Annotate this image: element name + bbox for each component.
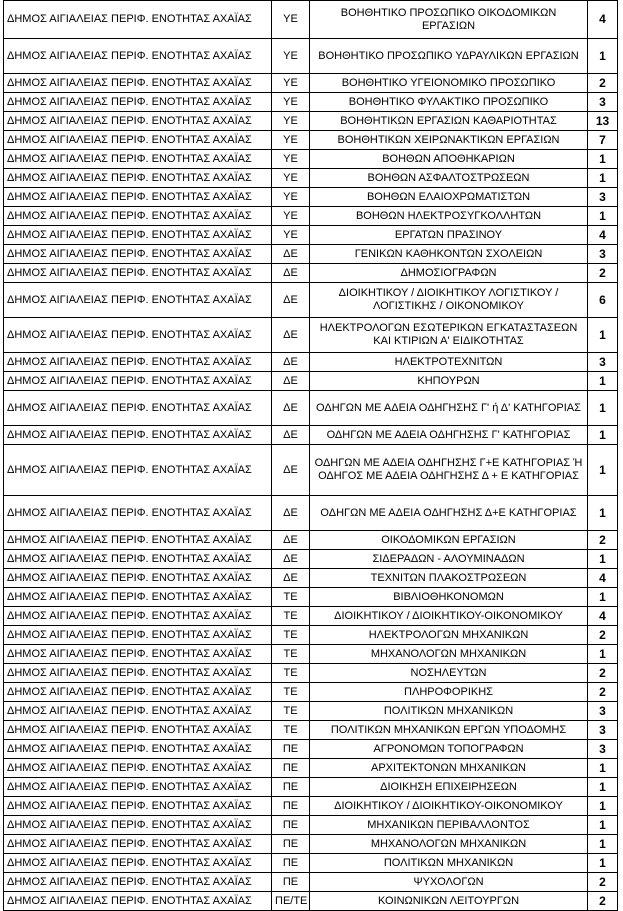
specialty-cell: ΒΟΗΘΗΤΙΚΟ ΠΡΟΣΩΠΙΚΟ ΟΙΚΟΔΟΜΙΚΩΝ ΕΡΓΑΣΙΩΝ xyxy=(310,1,588,39)
count-cell: 4 xyxy=(588,1,618,39)
table-row xyxy=(4,683,618,702)
specialty-cell: ΗΛΕΚΤΡΟΛΟΓΩΝ ΕΣΩΤΕΡΙΚΩΝ ΕΓΚΑΤΑΣΤΑΣΕΩΝ ΚΑΙ ΚΤΙΡΙΩΝ Α' ΕΙΔΙΚΟΤΗΤΑΣ xyxy=(310,318,588,353)
count-cell: 1 xyxy=(588,207,618,226)
category-cell: ΤΕ xyxy=(272,721,310,740)
category-cell: ΔΕ xyxy=(272,391,310,426)
table-row xyxy=(4,112,618,131)
org-cell: ΔΗΜΟΣ ΑΙΓΙΑΛΕΙΑΣ ΠΕΡΙΦ. ΕΝΟΤΗΤΑΣ ΑΧΑΪΑΣ xyxy=(4,854,272,873)
count-cell: 2 xyxy=(588,873,618,892)
specialty-cell: ΒΙΒΛΙΟΘΗΚΟΝΟΜΩΝ xyxy=(310,588,588,607)
org-cell: ΔΗΜΟΣ ΑΙΓΙΑΛΕΙΑΣ ΠΕΡΙΦ. ΕΝΟΤΗΤΑΣ ΑΧΑΪΑΣ xyxy=(4,740,272,759)
category-cell: ΔΕ xyxy=(272,445,310,496)
specialty-cell: ΜΗΧΑΝΙΚΩΝ ΠΕΡΙΒΑΛΛΟΝΤΟΣ xyxy=(310,816,588,835)
count-cell: 1 xyxy=(588,550,618,569)
count-cell: 1 xyxy=(588,169,618,188)
table-row xyxy=(4,778,618,797)
count-cell: 2 xyxy=(588,664,618,683)
org-cell: ΔΗΜΟΣ ΑΙΓΙΑΛΕΙΑΣ ΠΕΡΙΦ. ΕΝΟΤΗΤΑΣ ΑΧΑΪΑΣ xyxy=(4,372,272,391)
table-row xyxy=(4,531,618,550)
category-cell: ΔΕ xyxy=(272,353,310,372)
count-cell: 2 xyxy=(588,892,618,911)
specialty-cell: ΨΥΧΟΛΟΓΩΝ xyxy=(310,873,588,892)
specialty-cell: ΒΟΗΘΩΝ ΑΠΟΘΗΚΑΡΙΩΝ xyxy=(310,150,588,169)
count-cell: 2 xyxy=(588,531,618,550)
table-row xyxy=(4,759,618,778)
category-cell: ΔΕ xyxy=(272,550,310,569)
org-cell: ΔΗΜΟΣ ΑΙΓΙΑΛΕΙΑΣ ΠΕΡΙΦ. ΕΝΟΤΗΤΑΣ ΑΧΑΪΑΣ xyxy=(4,391,272,426)
table-row xyxy=(4,150,618,169)
category-cell: ΥΕ xyxy=(272,74,310,93)
count-cell: 1 xyxy=(588,854,618,873)
specialty-cell: ΠΟΛΙΤΙΚΩΝ ΜΗΧΑΝΙΚΩΝ xyxy=(310,854,588,873)
table-row xyxy=(4,1,618,39)
category-cell: ΤΕ xyxy=(272,702,310,721)
org-cell: ΔΗΜΟΣ ΑΙΓΙΑΛΕΙΑΣ ΠΕΡΙΦ. ΕΝΟΤΗΤΑΣ ΑΧΑΪΑΣ xyxy=(4,264,272,283)
count-cell: 1 xyxy=(588,588,618,607)
table-row xyxy=(4,892,618,911)
table-row xyxy=(4,188,618,207)
category-cell: ΠΕ xyxy=(272,816,310,835)
org-cell: ΔΗΜΟΣ ΑΙΓΙΑΛΕΙΑΣ ΠΕΡΙΦ. ΕΝΟΤΗΤΑΣ ΑΧΑΪΑΣ xyxy=(4,426,272,445)
table-row xyxy=(4,702,618,721)
org-cell: ΔΗΜΟΣ ΑΙΓΙΑΛΕΙΑΣ ΠΕΡΙΦ. ΕΝΟΤΗΤΑΣ ΑΧΑΪΑΣ xyxy=(4,816,272,835)
org-cell: ΔΗΜΟΣ ΑΙΓΙΑΛΕΙΑΣ ΠΕΡΙΦ. ΕΝΟΤΗΤΑΣ ΑΧΑΪΑΣ xyxy=(4,207,272,226)
specialty-cell: ΒΟΗΘΗΤΙΚΩΝ ΕΡΓΑΣΙΩΝ ΚΑΘΑΡΙΟΤΗΤΑΣ xyxy=(310,112,588,131)
specialty-cell: ΒΟΗΘΗΤΙΚΟ ΠΡΟΣΩΠΙΚΟ ΥΔΡΑΥΛΙΚΩΝ ΕΡΓΑΣΙΩΝ xyxy=(310,39,588,74)
table-row xyxy=(4,93,618,112)
specialty-cell: ΔΙΟΙΚΗΤΙΚΟΥ / ΔΙΟΙΚΗΤΙΚΟΥ ΛΟΓΙΣΤΙΚΟΥ / ΛΟΓΙΣΤΙΚΗΣ / ΟΙΚΟΝΟΜΙΚΟΥ xyxy=(310,283,588,318)
count-cell: 3 xyxy=(588,188,618,207)
specialty-cell: ΤΕΧΝΙΤΩΝ ΠΛΑΚΟΣΤΡΩΣΕΩΝ xyxy=(310,569,588,588)
category-cell: ΔΕ xyxy=(272,496,310,531)
table-row xyxy=(4,569,618,588)
table-row xyxy=(4,131,618,150)
count-cell: 7 xyxy=(588,131,618,150)
count-cell: 1 xyxy=(588,150,618,169)
category-cell: ΔΕ xyxy=(272,264,310,283)
category-cell: ΥΕ xyxy=(272,169,310,188)
category-cell: ΥΕ xyxy=(272,207,310,226)
count-cell: 1 xyxy=(588,759,618,778)
count-cell: 1 xyxy=(588,318,618,353)
count-cell: 3 xyxy=(588,740,618,759)
table-row xyxy=(4,426,618,445)
org-cell: ΔΗΜΟΣ ΑΙΓΙΑΛΕΙΑΣ ΠΕΡΙΦ. ΕΝΟΤΗΤΑΣ ΑΧΑΪΑΣ xyxy=(4,112,272,131)
table-row xyxy=(4,445,618,496)
specialty-cell: ΟΔΗΓΩΝ ΜΕ ΑΔΕΙΑ ΟΔΗΓΗΣΗΣ Δ+Ε ΚΑΤΗΓΟΡΙΑΣ xyxy=(310,496,588,531)
table-row xyxy=(4,835,618,854)
category-cell: ΥΕ xyxy=(272,39,310,74)
table-body xyxy=(4,1,618,911)
category-cell: ΔΕ xyxy=(272,426,310,445)
specialty-cell: ΗΛΕΚΤΡΟΤΕΧΝΙΤΩΝ xyxy=(310,353,588,372)
count-cell: 3 xyxy=(588,702,618,721)
table-row xyxy=(4,245,618,264)
table-row xyxy=(4,207,618,226)
table-row xyxy=(4,626,618,645)
count-cell: 2 xyxy=(588,626,618,645)
org-cell: ΔΗΜΟΣ ΑΙΓΙΑΛΕΙΑΣ ΠΕΡΙΦ. ΕΝΟΤΗΤΑΣ ΑΧΑΪΑΣ xyxy=(4,188,272,207)
specialty-cell: ΣΙΔΕΡΑΔΩΝ - ΑΛΟΥΜΙΝΑΔΩΝ xyxy=(310,550,588,569)
specialty-cell: ΟΔΗΓΩΝ ΜΕ ΑΔΕΙΑ ΟΔΗΓΗΣΗΣ Γ' ή Δ' ΚΑΤΗΓΟΡΙΑΣ xyxy=(310,391,588,426)
org-cell: ΔΗΜΟΣ ΑΙΓΙΑΛΕΙΑΣ ΠΕΡΙΦ. ΕΝΟΤΗΤΑΣ ΑΧΑΪΑΣ xyxy=(4,353,272,372)
specialty-cell: ΠΟΛΙΤΙΚΩΝ ΜΗΧΑΝΙΚΩΝ xyxy=(310,702,588,721)
table-row xyxy=(4,74,618,93)
category-cell: ΠΕ xyxy=(272,759,310,778)
specialty-cell: ΔΙΟΙΚΗΤΙΚΟΥ / ΔΙΟΙΚΗΤΙΚΟΥ-ΟΙΚΟΝΟΜΙΚΟΥ xyxy=(310,607,588,626)
org-cell: ΔΗΜΟΣ ΑΙΓΙΑΛΕΙΑΣ ΠΕΡΙΦ. ΕΝΟΤΗΤΑΣ ΑΧΑΪΑΣ xyxy=(4,445,272,496)
count-cell: 1 xyxy=(588,391,618,426)
specialty-cell: ΝΟΣΗΛΕΥΤΩΝ xyxy=(310,664,588,683)
category-cell: ΠΕ xyxy=(272,797,310,816)
category-cell: ΔΕ xyxy=(272,283,310,318)
specialty-cell: ΕΡΓΑΤΩΝ ΠΡΑΣΙΝΟΥ xyxy=(310,226,588,245)
specialty-cell: ΗΛΕΚΤΡΟΛΟΓΩΝ ΜΗΧΑΝΙΚΩΝ xyxy=(310,626,588,645)
specialty-cell: ΒΟΗΘΗΤΙΚΟ ΦΥΛΑΚΤΙΚΟ ΠΡΟΣΩΠΙΚΟ xyxy=(310,93,588,112)
specialty-cell: ΜΗΧΑΝΟΛΟΓΩΝ ΜΗΧΑΝΙΚΩΝ xyxy=(310,835,588,854)
org-cell: ΔΗΜΟΣ ΑΙΓΙΑΛΕΙΑΣ ΠΕΡΙΦ. ΕΝΟΤΗΤΑΣ ΑΧΑΪΑΣ xyxy=(4,702,272,721)
org-cell: ΔΗΜΟΣ ΑΙΓΙΑΛΕΙΑΣ ΠΕΡΙΦ. ΕΝΟΤΗΤΑΣ ΑΧΑΪΑΣ xyxy=(4,318,272,353)
count-cell: 1 xyxy=(588,835,618,854)
count-cell: 3 xyxy=(588,245,618,264)
category-cell: ΤΕ xyxy=(272,607,310,626)
org-cell: ΔΗΜΟΣ ΑΙΓΙΑΛΕΙΑΣ ΠΕΡΙΦ. ΕΝΟΤΗΤΑΣ ΑΧΑΪΑΣ xyxy=(4,721,272,740)
specialty-cell: ΔΗΜΟΣΙΟΓΡΑΦΩΝ xyxy=(310,264,588,283)
table-row xyxy=(4,39,618,74)
table-row xyxy=(4,283,618,318)
category-cell: ΥΕ xyxy=(272,131,310,150)
category-cell: ΥΕ xyxy=(272,1,310,39)
org-cell: ΔΗΜΟΣ ΑΙΓΙΑΛΕΙΑΣ ΠΕΡΙΦ. ΕΝΟΤΗΤΑΣ ΑΧΑΪΑΣ xyxy=(4,664,272,683)
count-cell: 1 xyxy=(588,445,618,496)
category-cell: ΠΕ/ΤΕ xyxy=(272,892,310,911)
org-cell: ΔΗΜΟΣ ΑΙΓΙΑΛΕΙΑΣ ΠΕΡΙΦ. ΕΝΟΤΗΤΑΣ ΑΧΑΪΑΣ xyxy=(4,531,272,550)
count-cell: 1 xyxy=(588,816,618,835)
specialty-cell: ΜΗΧΑΝΟΛΟΓΩΝ ΜΗΧΑΝΙΚΩΝ xyxy=(310,645,588,664)
org-cell: ΔΗΜΟΣ ΑΙΓΙΑΛΕΙΑΣ ΠΕΡΙΦ. ΕΝΟΤΗΤΑΣ ΑΧΑΪΑΣ xyxy=(4,74,272,93)
category-cell: ΤΕ xyxy=(272,683,310,702)
count-cell: 1 xyxy=(588,645,618,664)
category-cell: ΔΕ xyxy=(272,318,310,353)
category-cell: ΠΕ xyxy=(272,854,310,873)
table-row xyxy=(4,588,618,607)
specialty-cell: ΟΔΗΓΩΝ ΜΕ ΑΔΕΙΑ ΟΔΗΓΗΣΗΣ Γ+Ε ΚΑΤΗΓΟΡΙΑΣ Ή ΟΔΗΓΟΣ ΜΕ ΑΔΕΙΑ ΟΔΗΓΗΣΗΣ Δ + Ε ΚΑΤΗΓΟΡΙΑΣ xyxy=(310,445,588,496)
count-cell: 4 xyxy=(588,569,618,588)
table-row xyxy=(4,664,618,683)
specialty-cell: ΑΓΡΟΝΟΜΩΝ ΤΟΠΟΓΡΑΦΩΝ xyxy=(310,740,588,759)
org-cell: ΔΗΜΟΣ ΑΙΓΙΑΛΕΙΑΣ ΠΕΡΙΦ. ΕΝΟΤΗΤΑΣ ΑΧΑΪΑΣ xyxy=(4,626,272,645)
specialty-cell: ΒΟΗΘΗΤΙΚΩΝ ΧΕΙΡΩΝΑΚΤΙΚΩΝ ΕΡΓΑΣΙΩΝ xyxy=(310,131,588,150)
count-cell: 3 xyxy=(588,353,618,372)
org-cell: ΔΗΜΟΣ ΑΙΓΙΑΛΕΙΑΣ ΠΕΡΙΦ. ΕΝΟΤΗΤΑΣ ΑΧΑΪΑΣ xyxy=(4,797,272,816)
category-cell: ΤΕ xyxy=(272,664,310,683)
specialty-cell: ΓΕΝΙΚΩΝ ΚΑΘΗΚΟΝΤΩΝ ΣΧΟΛΕΙΩΝ xyxy=(310,245,588,264)
count-cell: 2 xyxy=(588,264,618,283)
table-row xyxy=(4,721,618,740)
org-cell: ΔΗΜΟΣ ΑΙΓΙΑΛΕΙΑΣ ΠΕΡΙΦ. ΕΝΟΤΗΤΑΣ ΑΧΑΪΑΣ xyxy=(4,683,272,702)
org-cell: ΔΗΜΟΣ ΑΙΓΙΑΛΕΙΑΣ ΠΕΡΙΦ. ΕΝΟΤΗΤΑΣ ΑΧΑΪΑΣ xyxy=(4,283,272,318)
org-cell: ΔΗΜΟΣ ΑΙΓΙΑΛΕΙΑΣ ΠΕΡΙΦ. ΕΝΟΤΗΤΑΣ ΑΧΑΪΑΣ xyxy=(4,39,272,74)
org-cell: ΔΗΜΟΣ ΑΙΓΙΑΛΕΙΑΣ ΠΕΡΙΦ. ΕΝΟΤΗΤΑΣ ΑΧΑΪΑΣ xyxy=(4,569,272,588)
org-cell: ΔΗΜΟΣ ΑΙΓΙΑΛΕΙΑΣ ΠΕΡΙΦ. ΕΝΟΤΗΤΑΣ ΑΧΑΪΑΣ xyxy=(4,607,272,626)
table-row xyxy=(4,740,618,759)
category-cell: ΥΕ xyxy=(272,188,310,207)
specialty-cell: ΟΙΚΟΔΟΜΙΚΩΝ ΕΡΓΑΣΙΩΝ xyxy=(310,531,588,550)
table-row xyxy=(4,645,618,664)
table-row xyxy=(4,391,618,426)
org-cell: ΔΗΜΟΣ ΑΙΓΙΑΛΕΙΑΣ ΠΕΡΙΦ. ΕΝΟΤΗΤΑΣ ΑΧΑΪΑΣ xyxy=(4,150,272,169)
count-cell: 1 xyxy=(588,778,618,797)
category-cell: ΤΕ xyxy=(272,588,310,607)
org-cell: ΔΗΜΟΣ ΑΙΓΙΑΛΕΙΑΣ ΠΕΡΙΦ. ΕΝΟΤΗΤΑΣ ΑΧΑΪΑΣ xyxy=(4,778,272,797)
positions-table xyxy=(3,0,618,911)
table-row xyxy=(4,226,618,245)
specialty-cell: ΠΟΛΙΤΙΚΩΝ ΜΗΧΑΝΙΚΩΝ ΕΡΓΩΝ ΥΠΟΔΟΜΗΣ xyxy=(310,721,588,740)
count-cell: 1 xyxy=(588,372,618,391)
org-cell: ΔΗΜΟΣ ΑΙΓΙΑΛΕΙΑΣ ΠΕΡΙΦ. ΕΝΟΤΗΤΑΣ ΑΧΑΪΑΣ xyxy=(4,892,272,911)
specialty-cell: ΟΔΗΓΩΝ ΜΕ ΑΔΕΙΑ ΟΔΗΓΗΣΗΣ Γ' ΚΑΤΗΓΟΡΙΑΣ xyxy=(310,426,588,445)
category-cell: ΤΕ xyxy=(272,626,310,645)
specialty-cell: ΚΟΙΝΩΝΙΚΩΝ ΛΕΙΤΟΥΡΓΩΝ xyxy=(310,892,588,911)
category-cell: ΠΕ xyxy=(272,740,310,759)
org-cell: ΔΗΜΟΣ ΑΙΓΙΑΛΕΙΑΣ ΠΕΡΙΦ. ΕΝΟΤΗΤΑΣ ΑΧΑΪΑΣ xyxy=(4,496,272,531)
category-cell: ΥΕ xyxy=(272,150,310,169)
count-cell: 1 xyxy=(588,797,618,816)
org-cell: ΔΗΜΟΣ ΑΙΓΙΑΛΕΙΑΣ ΠΕΡΙΦ. ΕΝΟΤΗΤΑΣ ΑΧΑΪΑΣ xyxy=(4,835,272,854)
specialty-cell: ΒΟΗΘΩΝ ΗΛΕΚΤΡΟΣΥΓΚΟΛΛΗΤΩΝ xyxy=(310,207,588,226)
category-cell: ΔΕ xyxy=(272,531,310,550)
specialty-cell: ΑΡΧΙΤΕΚΤΟΝΩΝ ΜΗΧΑΝΙΚΩΝ xyxy=(310,759,588,778)
table-row xyxy=(4,854,618,873)
specialty-cell: ΒΟΗΘΗΤΙΚΟ ΥΓΕΙΟΝΟΜΙΚΟ ΠΡΟΣΩΠΙΚΟ xyxy=(310,74,588,93)
table-row xyxy=(4,873,618,892)
specialty-cell: ΔΙΟΙΚΗΣΗ ΕΠΙΧΕΙΡΗΣΕΩΝ xyxy=(310,778,588,797)
table-row xyxy=(4,816,618,835)
category-cell: ΠΕ xyxy=(272,873,310,892)
org-cell: ΔΗΜΟΣ ΑΙΓΙΑΛΕΙΑΣ ΠΕΡΙΦ. ΕΝΟΤΗΤΑΣ ΑΧΑΪΑΣ xyxy=(4,226,272,245)
specialty-cell: ΒΟΗΘΩΝ ΕΛΑΙΟΧΡΩΜΑΤΙΣΤΩΝ xyxy=(310,188,588,207)
specialty-cell: ΒΟΗΘΩΝ ΑΣΦΑΛΤΟΣΤΡΩΣΕΩΝ xyxy=(310,169,588,188)
org-cell: ΔΗΜΟΣ ΑΙΓΙΑΛΕΙΑΣ ΠΕΡΙΦ. ΕΝΟΤΗΤΑΣ ΑΧΑΪΑΣ xyxy=(4,588,272,607)
category-cell: ΔΕ xyxy=(272,245,310,264)
count-cell: 13 xyxy=(588,112,618,131)
org-cell: ΔΗΜΟΣ ΑΙΓΙΑΛΕΙΑΣ ΠΕΡΙΦ. ΕΝΟΤΗΤΑΣ ΑΧΑΪΑΣ xyxy=(4,759,272,778)
count-cell: 6 xyxy=(588,283,618,318)
count-cell: 2 xyxy=(588,74,618,93)
count-cell: 2 xyxy=(588,683,618,702)
table-row xyxy=(4,496,618,531)
category-cell: ΥΕ xyxy=(272,112,310,131)
specialty-cell: ΔΙΟΙΚΗΤΙΚΟΥ / ΔΙΟΙΚΗΤΙΚΟΥ-ΟΙΚΟΝΟΜΙΚΟΥ xyxy=(310,797,588,816)
category-cell: ΤΕ xyxy=(272,645,310,664)
specialty-cell: ΚΗΠΟΥΡΩΝ xyxy=(310,372,588,391)
count-cell: 4 xyxy=(588,607,618,626)
specialty-cell: ΠΛΗΡΟΦΟΡΙΚΗΣ xyxy=(310,683,588,702)
org-cell: ΔΗΜΟΣ ΑΙΓΙΑΛΕΙΑΣ ΠΕΡΙΦ. ΕΝΟΤΗΤΑΣ ΑΧΑΪΑΣ xyxy=(4,169,272,188)
count-cell: 3 xyxy=(588,93,618,112)
table-row xyxy=(4,797,618,816)
table-row xyxy=(4,372,618,391)
table-row xyxy=(4,169,618,188)
count-cell: 4 xyxy=(588,226,618,245)
table-row xyxy=(4,353,618,372)
category-cell: ΥΕ xyxy=(272,226,310,245)
category-cell: ΔΕ xyxy=(272,569,310,588)
table-row xyxy=(4,318,618,353)
table-row xyxy=(4,607,618,626)
table-row xyxy=(4,264,618,283)
count-cell: 1 xyxy=(588,496,618,531)
org-cell: ΔΗΜΟΣ ΑΙΓΙΑΛΕΙΑΣ ΠΕΡΙΦ. ΕΝΟΤΗΤΑΣ ΑΧΑΪΑΣ xyxy=(4,873,272,892)
org-cell: ΔΗΜΟΣ ΑΙΓΙΑΛΕΙΑΣ ΠΕΡΙΦ. ΕΝΟΤΗΤΑΣ ΑΧΑΪΑΣ xyxy=(4,1,272,39)
table-row xyxy=(4,550,618,569)
org-cell: ΔΗΜΟΣ ΑΙΓΙΑΛΕΙΑΣ ΠΕΡΙΦ. ΕΝΟΤΗΤΑΣ ΑΧΑΪΑΣ xyxy=(4,550,272,569)
count-cell: 3 xyxy=(588,721,618,740)
category-cell: ΥΕ xyxy=(272,93,310,112)
category-cell: ΔΕ xyxy=(272,372,310,391)
org-cell: ΔΗΜΟΣ ΑΙΓΙΑΛΕΙΑΣ ΠΕΡΙΦ. ΕΝΟΤΗΤΑΣ ΑΧΑΪΑΣ xyxy=(4,131,272,150)
org-cell: ΔΗΜΟΣ ΑΙΓΙΑΛΕΙΑΣ ΠΕΡΙΦ. ΕΝΟΤΗΤΑΣ ΑΧΑΪΑΣ xyxy=(4,93,272,112)
count-cell: 1 xyxy=(588,426,618,445)
org-cell: ΔΗΜΟΣ ΑΙΓΙΑΛΕΙΑΣ ΠΕΡΙΦ. ΕΝΟΤΗΤΑΣ ΑΧΑΪΑΣ xyxy=(4,245,272,264)
count-cell: 1 xyxy=(588,39,618,74)
category-cell: ΠΕ xyxy=(272,835,310,854)
category-cell: ΠΕ xyxy=(272,778,310,797)
org-cell: ΔΗΜΟΣ ΑΙΓΙΑΛΕΙΑΣ ΠΕΡΙΦ. ΕΝΟΤΗΤΑΣ ΑΧΑΪΑΣ xyxy=(4,645,272,664)
